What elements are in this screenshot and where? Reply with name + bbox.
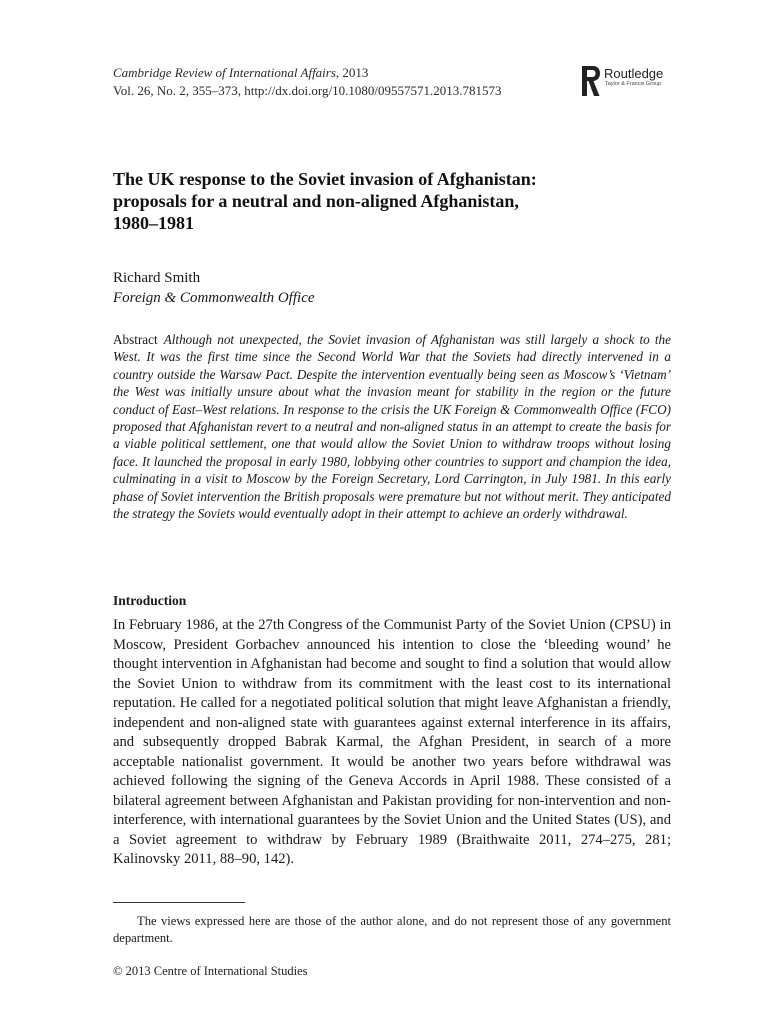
author-affiliation: Foreign & Commonwealth Office: [113, 290, 315, 306]
abstract-text: Although not unexpected, the Soviet invasion of Afghanistan was still largely a shock to the West. It was the first time since the Second World War that the Soviets had directly intervened in a country outside the Warsaw Pact. Despite the intervention eventually being seen as Moscow’s ‘Vietnam’ the West was initially unsure about what the invasion meant for stability in the region or the future conduct of East–West relations. In response to the crisis the UK Foreign & Commonwealth Office (FCO) proposed that Afghanistan revert to a neutral and non-aligned status in an attempt to create the basis for a viable political settlement, one that would allow the Soviet Union to withdraw troops without losing face. It launched the proposal in early 1980, lobbying other countries to support and champion the idea, culminating in a visit to Moscow by the Foreign Secretary, Lord Carrington, in July 1981. In this early phase of Soviet intervention the British proposals were premature but not without merit. They anticipated the strategy the Soviets would eventually adopt in their attempt to achieve an orderly withdrawal.: [113, 332, 671, 522]
journal-citation: Vol. 26, No. 2, 355–373, http://dx.doi.org/10.1080/09557571.2013.781573: [113, 83, 502, 98]
publisher-name: Routledge: [604, 66, 664, 81]
footnote: The views expressed here are those of the author alone, and do not represent those of any government department.: [113, 914, 671, 945]
copyright-notice: © 2013 Centre of International Studies: [113, 964, 308, 978]
author-block: [113, 268, 613, 308]
abstract: [113, 331, 671, 522]
journal-header: [113, 64, 593, 100]
journal-title-line: [113, 64, 593, 82]
publisher-logo: [582, 66, 682, 98]
article-title-line-3: 1980–1981: [113, 213, 194, 233]
footnote-divider: [113, 902, 245, 903]
author-name: Richard Smith: [113, 270, 201, 286]
article-title: [113, 168, 673, 234]
publisher-group: Taylor & Francis Group: [605, 81, 662, 87]
article-title-line-2: proposals for a neutral and non-aligned Afghanistan,: [113, 191, 519, 211]
section-heading-introduction: Introduction: [113, 593, 187, 608]
routledge-r-logo-icon: [582, 66, 600, 96]
journal-name: Cambridge Review of International Affairs: [113, 65, 336, 80]
introduction-paragraph: In February 1986, at the 27th Congress of the Communist Party of the Soviet Union (CPSU) in Moscow, President Gorbachev announced his intention to close the ‘bleeding wound’ he thought intervention in Afghanistan had become and sought to find a solution that would allow the Soviet Union to withdraw from its commitment with the least cost to its international reputation. He called for a negotiated political solution that might leave Afghanistan a friendly, independent and non-aligned state with guarantees against external interference in its affairs, and subsequently dropped Babrak Karmal, the Afghan President, in search of a more acceptable nationalist government. It would be another two years before withdrawal was achieved following the signing of the Geneva Accords in April 1988. These consisted of a bilateral agreement between Afghanistan and Pakistan providing for non-intervention and non-interference, with international guarantees by the Soviet Union and the United States (US), and a Soviet agreement to withdraw by February 1989 (Braithwaite 2011, 274–275, 281; Kalinovsky 2011, 88–90, 142).: [113, 617, 671, 867]
article-title-line-1: The UK response to the Soviet invasion of Afghanistan:: [113, 169, 537, 189]
abstract-label: Abstract: [113, 332, 158, 347]
journal-year: , 2013: [335, 65, 369, 80]
